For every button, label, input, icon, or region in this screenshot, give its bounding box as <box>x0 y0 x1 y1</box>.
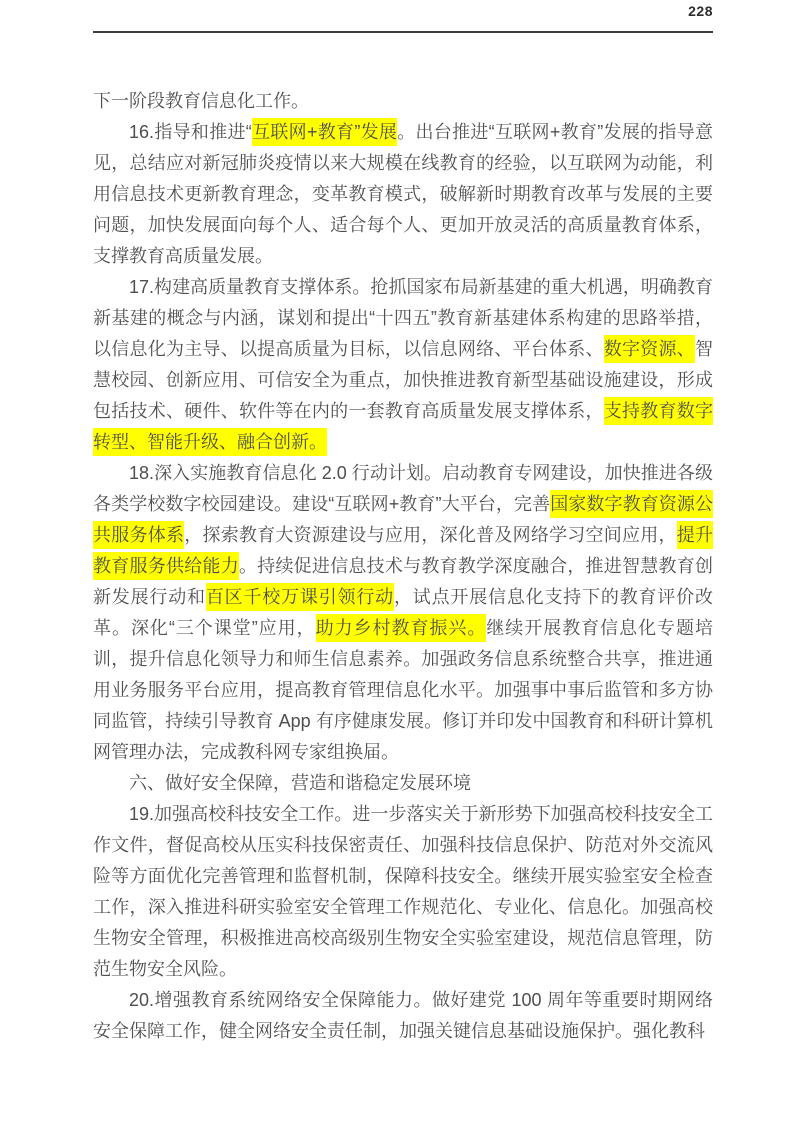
section-heading <box>93 768 713 799</box>
text-segment: 20.增强教育系统网络安全保障能力。做好建党 100 周年等重要时期网络安全保障工作，健全网络安全责任制，加强关键信息基础设施保护。强化教科 <box>93 990 713 1041</box>
highlighted-text: 互联网+教育”发展 <box>252 118 397 146</box>
paragraph-16 <box>93 117 713 272</box>
text-segment: 17.构建高质量教育支撑体系。抢抓国家布局新基建的重大机遇，明确教育新基建的概念与内涵，谋划和提出“十四五”教育新基建体系构建的思路举措，以信息化为主导、以提高质量为目标，以信息网络、平台体系、 <box>93 277 713 359</box>
highlighted-text: 百区千校万课引领行动 <box>206 583 394 611</box>
text-segment: 下一阶段教育信息化工作。 <box>93 91 309 111</box>
page-number: 228 <box>688 3 713 19</box>
paragraph-19 <box>93 799 713 985</box>
text-segment: 。持续促进信息技术与教育教学深度融合，推进智慧教育创新发展行动和 <box>93 556 714 607</box>
paragraph-17 <box>93 272 713 458</box>
highlighted-text: 助力乡村教育振兴。 <box>316 614 487 642</box>
text-segment: 19.加强高校科技安全工作。进一步落实关于新形势下加强高校科技安全工作文件，督促高校从压实科技保密责任、加强科技信息保护、防范对外交流风险等方面优化完善管理和监督机制，保障科技安全。继续开展实验室安全检查工作，深入推进科研实验室安全管理工作规范化、专业化、信息化。加强高校生物安全管理，积极推进高校高级别生物安全实验室建设，规范信息管理，防范生物安全风险。 <box>93 804 713 979</box>
highlighted-text: 数字资源、 <box>604 335 695 363</box>
paragraph-20 <box>93 985 713 1047</box>
text-segment: 继续开展教育信息化专题培训，提升信息化领导力和师生信息素养。加强政务信息系统整合共享，推进通用业务服务平台应用，提高教育管理信息化水平。加强事中事后监管和多方协同监管，持续引导教育 App 有序健康发展。修订并印发中国教育和科研计算机网管理办法，完成教科网专家组换届。 <box>93 618 713 762</box>
text-segment: 18.深入实施教育信息化 2.0 行动计划。启动教育专网建设，加快推进各级各类学校数字校园建设。建设“互联网+教育”大平台，完善 <box>93 463 713 514</box>
text-segment: 。出台推进“互联网+教育”发展的指导意见，总结应对新冠肺炎疫情以来大规模在线教育的经验，以互联网为动能，利用信息技术更新教育理念，变革教育模式，破解新时期教育改革与发展的主要问题，加快发展面向每个人、适合每个人、更加开放灵活的高质量教育体系，支撑教育高质量发展。 <box>93 122 713 266</box>
text-segment: 16.指导和推进“ <box>129 122 252 142</box>
text-segment: ，探索教育大资源建设与应用，深化普及网络学习空间应用， <box>184 525 677 545</box>
highlighted-text: 支持教育数字转型、智能升级、融合创新。 <box>93 397 713 456</box>
paragraph-18 <box>93 458 713 768</box>
paragraph-continuation <box>93 86 713 117</box>
document-body <box>93 86 713 1047</box>
highlighted-text: 提升教育服务供给能力 <box>93 521 713 580</box>
text-segment: 六、做好安全保障，营造和谐稳定发展环境 <box>129 773 471 793</box>
highlighted-text: 国家数字教育资源公共服务体系 <box>93 490 713 549</box>
text-segment: 智慧校园、创新应用、可信安全为重点，加快推进教育新型基础设施建设，形成包括技术、硬件、软件等在内的一套教育高质量发展支撑体系， <box>93 339 714 421</box>
header-rule <box>93 31 713 33</box>
text-segment: ，试点开展信息化支持下的教育评价改革。深化“三个课堂”应用， <box>93 587 713 638</box>
